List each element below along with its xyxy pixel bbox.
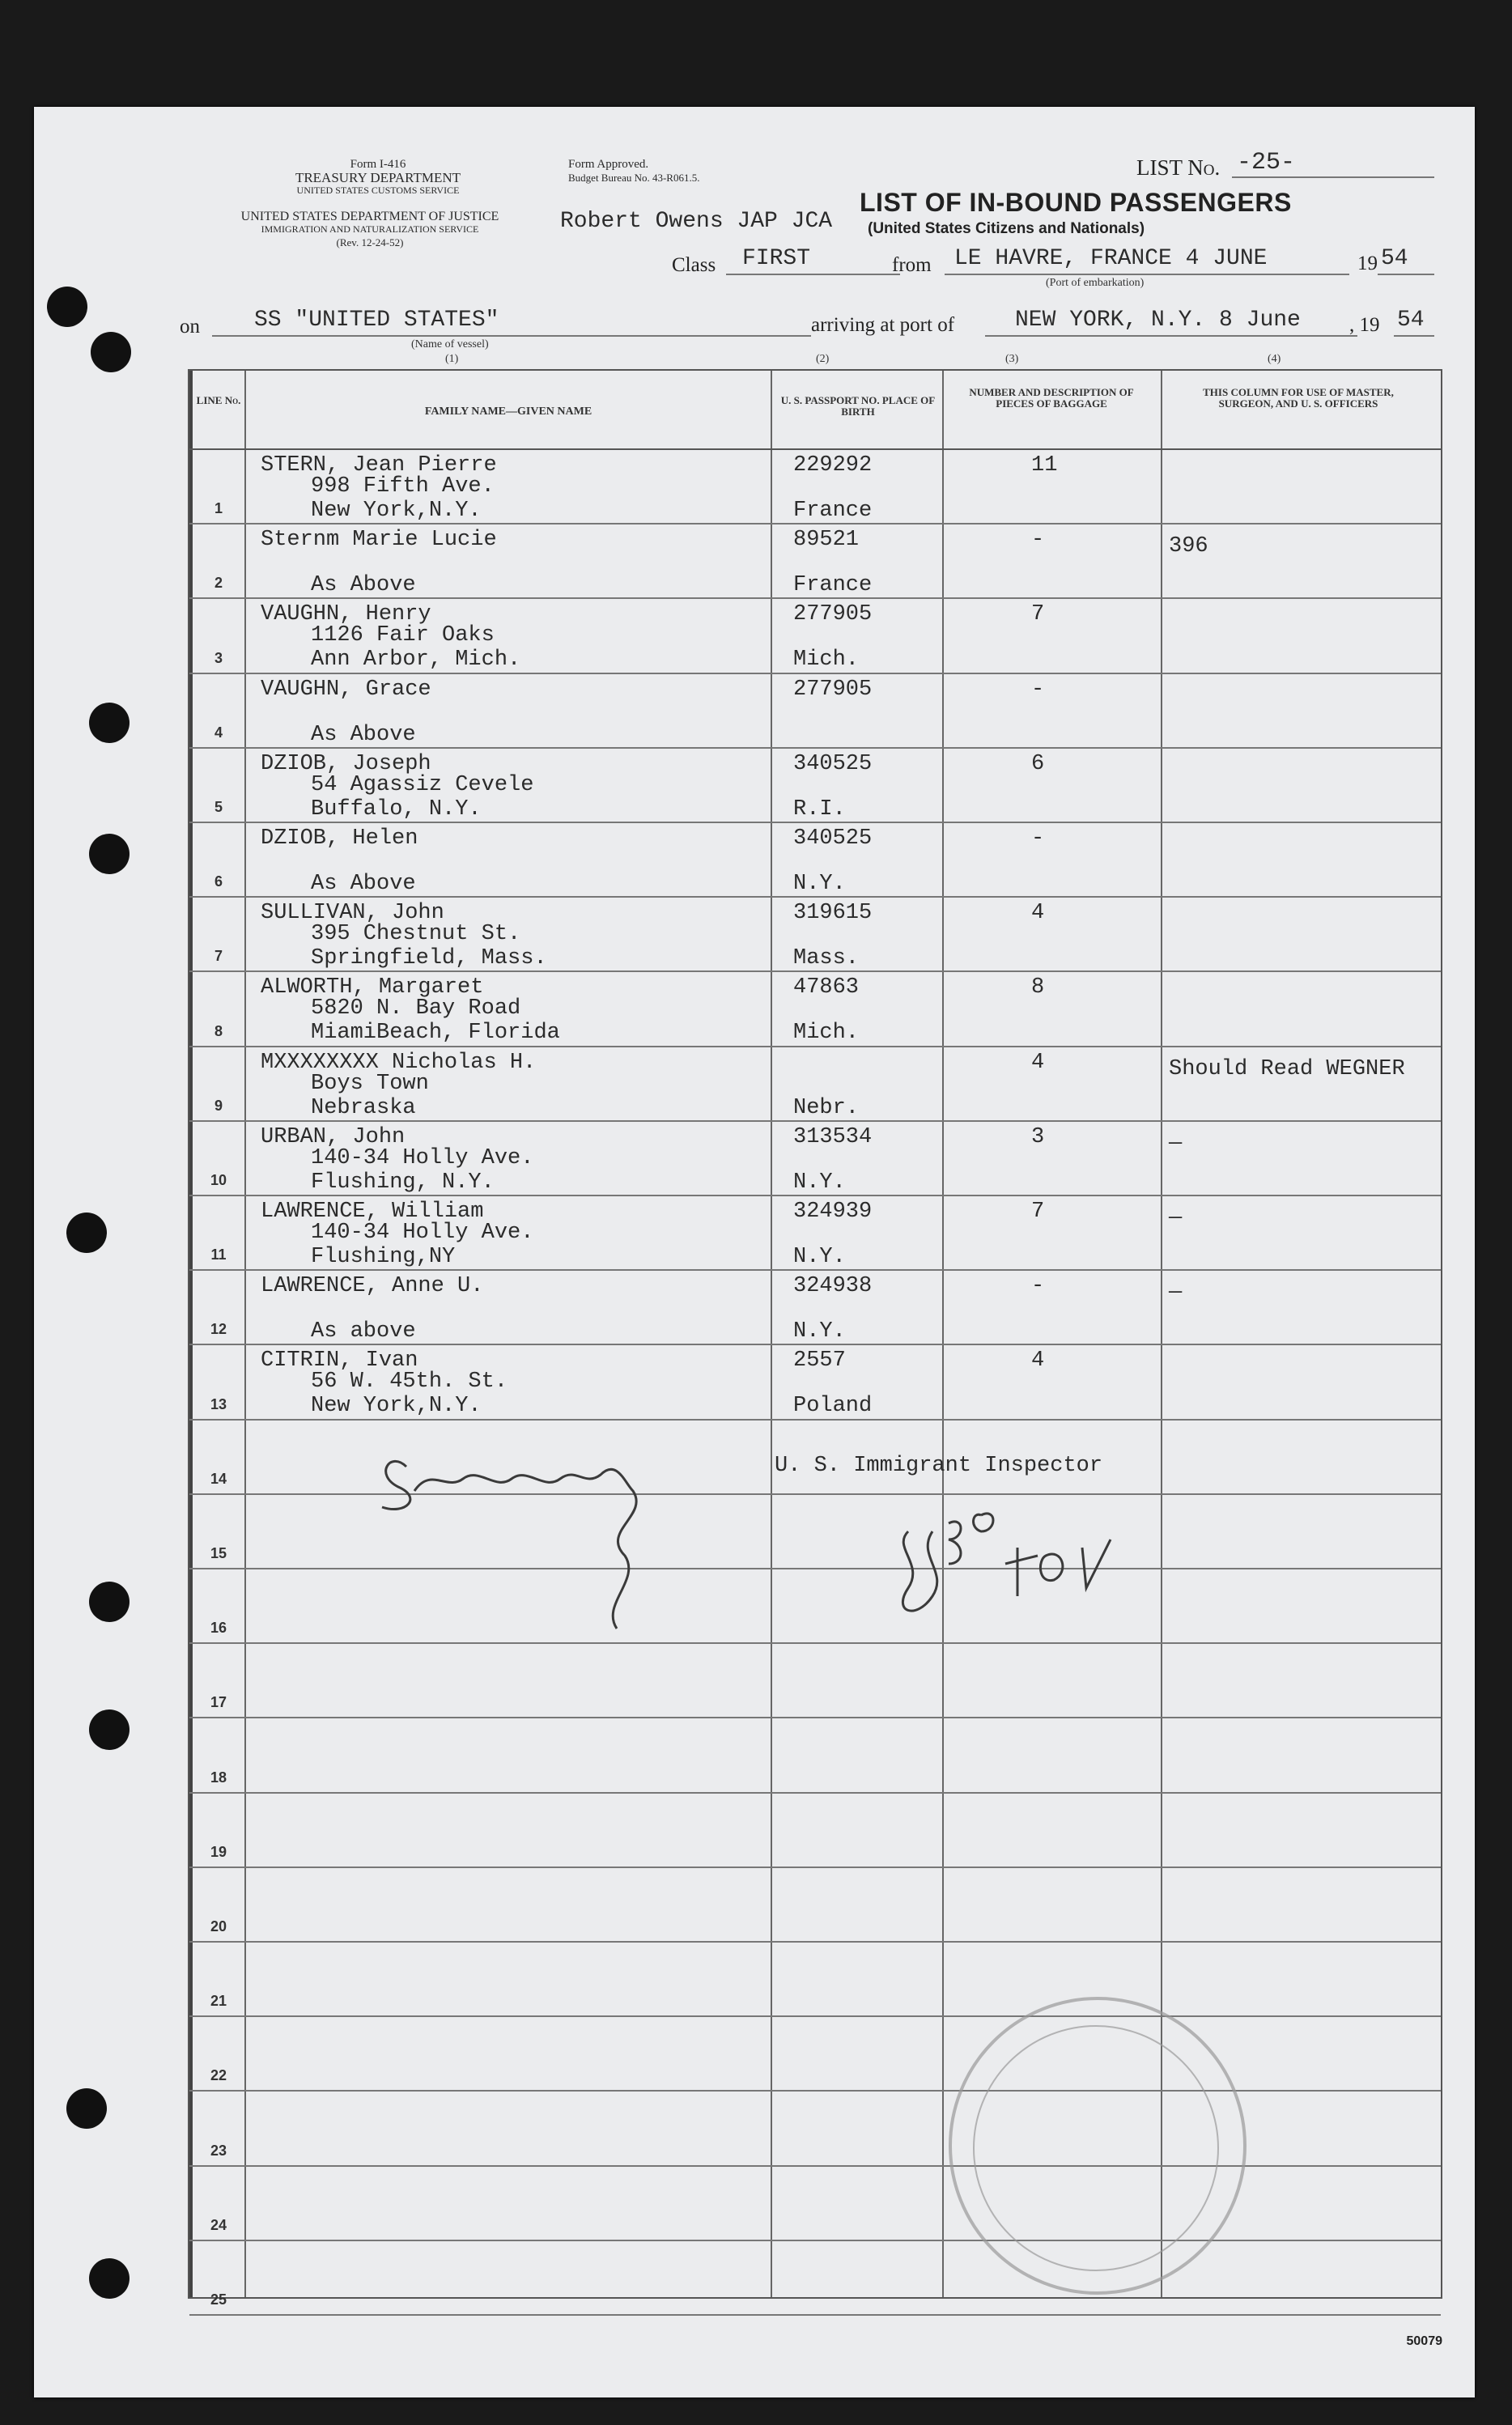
from-year-line [1378,274,1434,275]
passenger-name: VAUGHN, Grace [261,677,431,702]
passport-number: 47863 [793,975,860,1000]
inspector-label: U. S. Immigrant Inspector [775,1454,1103,1478]
col-header-passport: U. S. PASSPORT NO. PLACE OF BIRTH [780,394,936,418]
ins-service: IMMIGRATION AND NATURALIZATION SERVICE [261,223,479,235]
passenger-name: ALWORTH, Margaret [261,975,484,1000]
line-number: 1 [214,500,223,517]
officer-note: 396 [1169,534,1208,559]
officer-note: — [1169,1280,1183,1306]
binder-hole [89,2258,130,2299]
inspector-signature [358,1402,779,1645]
row-divider [189,2090,1441,2092]
form-revision: (Rev. 12-24-52) [336,236,404,248]
row-divider [189,2240,1441,2241]
port-stamp-inner-ring [973,2025,1219,2271]
place-of-birth: N.Y. [793,872,846,896]
passenger-address-line-1: 5820 N. Bay Road [311,996,521,1021]
line-number: 2 [214,575,223,592]
row-divider [189,1867,1441,1868]
col1-number: (1) [445,353,459,365]
document-subtitle: (United States Citizens and Nationals) [868,220,1145,237]
passport-number: 313534 [793,1124,873,1149]
passport-number: 340525 [793,826,873,851]
passenger-address-line-1: Boys Town [311,1071,429,1096]
passport-number: 277905 [793,602,873,627]
passenger-address-line-2: As Above [311,722,416,747]
line-number: 23 [210,2142,227,2159]
officer-note: — [1169,1206,1183,1230]
row-divider [189,1195,1441,1196]
baggage-count: - [1031,528,1045,553]
baggage-count: 6 [1031,751,1045,776]
passenger-name: DZIOB, Helen [261,826,418,851]
binder-hole [89,1582,130,1622]
passenger-name: CITRIN, Ivan [261,1348,418,1374]
port-embarkation-caption: (Port of embarkation) [1046,277,1145,289]
passenger-address-line-2: MiamiBeach, Florida [311,1021,560,1046]
passport-number: 2557 [793,1348,846,1374]
passenger-address-line-2: Nebraska [311,1095,416,1120]
passenger-address-line-2: Flushing,NY [311,1245,456,1269]
line-number: 14 [210,1470,227,1487]
arriving-value: NEW YORK, N.Y. 8 June [1015,308,1301,333]
list-no-line [1232,176,1434,178]
form-number: Form I-416 [350,158,406,171]
row-divider [189,1941,1441,1943]
passenger-address-line-2: Springfield, Mass. [311,946,547,971]
officer-note: — [1169,1131,1183,1156]
row-divider [189,673,1441,674]
row-divider [189,1269,1441,1271]
line-number: 17 [210,1694,227,1711]
passenger-name: MXXXXXXXX Nicholas H. [261,1050,537,1075]
binder-hole [66,1212,107,1253]
place-of-birth: R.I. [793,796,846,822]
binder-hole [89,1709,130,1750]
place-of-birth: Mass. [793,946,860,971]
binder-hole [91,332,131,372]
arriving-label: arriving at port of [811,314,955,336]
line-number: 25 [210,2291,227,2308]
line-number: 15 [210,1545,227,1561]
class-label: Class [672,254,716,276]
line-number: 11 [210,1246,227,1263]
col-header-name: FAMILY NAME—GIVEN NAME [424,406,592,418]
passenger-address-line-1: 1126 Fair Oaks [311,623,495,648]
row-divider [189,2165,1441,2167]
line-number: 24 [210,2216,227,2233]
budget-bureau: Budget Bureau No. 43-R061.5. [568,172,700,184]
passenger-address-line-2: New York,N.Y. [311,499,482,523]
place-of-birth: Mich. [793,1021,860,1046]
from-label: from [892,254,932,276]
baggage-count: 7 [1031,1200,1045,1224]
document-page [34,107,1475,2397]
line-number: 18 [210,1769,227,1786]
on-label: on [180,316,200,338]
passport-number: 319615 [793,901,873,926]
baggage-count: 4 [1031,1050,1045,1075]
row-divider [189,1120,1441,1122]
passenger-name: DZIOB, Joseph [261,751,431,776]
line-number: 19 [210,1843,227,1860]
passenger-address-line-1: 998 Fifth Ave. [311,474,495,499]
row-divider [189,2314,1441,2316]
place-of-birth: N.Y. [793,1170,846,1195]
arrive-year-prefix: , 19 [1349,314,1380,336]
passport-number: 324939 [793,1200,873,1224]
col-header-officers: THIS COLUMN FOR USE OF MASTER, SURGEON, AND U. S. OFFICERS [1203,386,1394,410]
passenger-address-line-1: 54 Agassiz Cevele [311,772,534,797]
baggage-count: - [1031,677,1045,702]
line-number: 13 [210,1395,227,1412]
passenger-address-line-2: Flushing, N.Y. [311,1170,495,1195]
baggage-count: - [1031,826,1045,851]
baggage-count: 4 [1031,901,1045,926]
line-number: 5 [214,799,223,815]
customs-service: UNITED STATES CUSTOMS SERVICE [296,185,460,196]
passenger-address-line-2: As Above [311,872,416,896]
row-divider [189,1717,1441,1718]
place-of-birth: N.Y. [793,1319,846,1344]
place-of-birth: Mich. [793,648,860,673]
line-number: 4 [214,724,223,741]
binder-hole [89,834,130,874]
document-title: LIST OF IN-BOUND PASSENGERS [860,188,1292,217]
line-number: 21 [210,1993,227,2010]
vessel-name: SS "UNITED STATES" [254,308,499,333]
row-divider [189,896,1441,898]
line-number: 7 [214,948,223,965]
passenger-address-line-2: New York,N.Y. [311,1394,482,1419]
line-number: 3 [214,649,223,666]
passenger-address-line-1: 395 Chestnut St. [311,922,521,947]
passenger-name: Sternm Marie Lucie [261,528,497,553]
baggage-count: - [1031,1274,1045,1299]
col2-number: (2) [816,353,830,365]
passenger-address-line-2: Buffalo, N.Y. [311,796,482,822]
passenger-address-line-2: Ann Arbor, Mich. [311,648,521,673]
passport-number: 277905 [793,677,873,702]
line-number: 10 [210,1172,227,1188]
from-year-prefix: 19 [1357,253,1378,274]
baggage-count: 11 [1031,453,1058,478]
place-of-birth: France [793,499,873,523]
baggage-count: 8 [1031,975,1045,1000]
vessel-line [212,335,811,337]
passenger-address-line-2: As Above [311,573,416,598]
arriving-line [985,335,1357,337]
baggage-count: 7 [1031,602,1045,627]
col-header-baggage: NUMBER AND DESCRIPTION OF PIECES OF BAGGAGE [969,386,1134,410]
line-number: 22 [210,2067,227,2084]
passport-number: 89521 [793,528,860,553]
place-of-birth: Poland [793,1394,873,1419]
passport-number: 324938 [793,1274,873,1299]
typed-names: Robert Owens JAP JCA [560,209,833,234]
from-line [945,274,1349,275]
passenger-address-line-1: 140-34 Holly Ave. [311,1221,534,1245]
baggage-count: 4 [1031,1348,1045,1374]
line-number: 16 [210,1620,227,1637]
row-divider [189,747,1441,749]
arrive-year-line [1394,335,1434,337]
from-year: 54 [1381,246,1408,271]
passport-number: 340525 [793,751,873,776]
row-divider [189,1046,1441,1047]
line-number: 9 [214,1097,223,1114]
treasury-dept: TREASURY DEPARTMENT [295,170,461,185]
justice-dept: UNITED STATES DEPARTMENT OF JUSTICE [240,210,499,223]
col4-number: (4) [1268,353,1281,365]
baggage-count: 3 [1031,1124,1045,1149]
passenger-name: URBAN, John [261,1124,406,1149]
binder-hole [47,287,87,327]
line-number: 6 [214,873,223,890]
vessel-caption: (Name of vessel) [411,338,489,350]
passenger-name: LAWRENCE, William [261,1200,484,1224]
passenger-table [188,369,1442,2308]
arrive-year: 54 [1397,308,1425,333]
line-number: 8 [214,1022,223,1039]
row-divider [189,1344,1441,1345]
handwritten-time-mark [876,1499,1151,1645]
passenger-name: LAWRENCE, Anne U. [261,1274,484,1299]
class-line [726,274,900,275]
row-divider [189,822,1441,823]
line-number: 20 [210,1918,227,1934]
passenger-name: SULLIVAN, John [261,901,444,926]
row-divider [189,523,1441,524]
place-of-birth: France [793,573,873,598]
from-value: LE HAVRE, FRANCE 4 JUNE [954,246,1268,271]
list-no-value: -25- [1237,149,1296,176]
class-value: FIRST [742,246,811,271]
form-approved: Form Approved. [568,158,649,171]
row-divider [189,970,1441,972]
row-divider [189,597,1441,599]
passenger-name: VAUGHN, Henry [261,602,431,627]
binder-hole [66,2088,107,2129]
row-divider [189,2015,1441,2017]
passport-number: 229292 [793,453,873,478]
passenger-name: STERN, Jean Pierre [261,453,497,478]
footer-code: 50079 [1406,2334,1442,2348]
col-header-line-no: LINE No. [196,394,241,406]
place-of-birth: N.Y. [793,1245,846,1269]
line-number: 12 [210,1321,227,1338]
passenger-address-line-2: As above [311,1319,416,1344]
officer-note: Should Read WEGNER [1169,1056,1405,1081]
row-divider [189,1792,1441,1794]
binder-hole [89,703,130,743]
passenger-address-line-1: 140-34 Holly Ave. [311,1145,534,1170]
list-no-label: LIST No. [1136,155,1221,180]
col3-number: (3) [1005,353,1019,365]
place-of-birth: Nebr. [793,1095,860,1120]
passenger-address-line-1: 56 W. 45th. St. [311,1370,508,1395]
